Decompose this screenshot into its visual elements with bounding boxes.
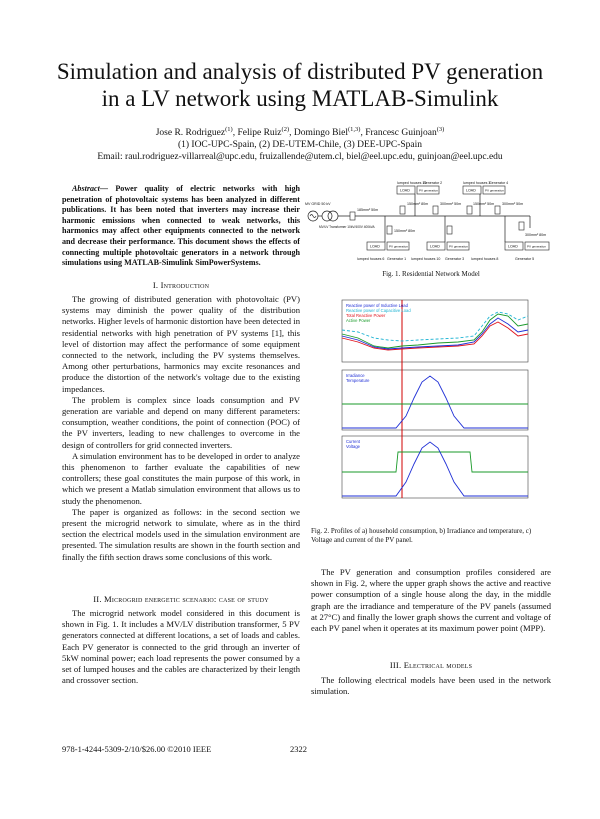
transformer-icon xyxy=(322,211,332,221)
paragraph: The microgrid network model considered in this document is shown in Fig. 1. It includes a MV/LV distribution transformer, 5 PV generators connected at different locations, a set of loads and cables. Each PV generator is connected to the grid through an inverter of 5kW nominal power; each load represents the power consumed by a set of lumped houses and the cables are characterized by their length and crossover section. xyxy=(62,608,300,686)
author-affiliation-mark: (1) xyxy=(225,126,233,133)
bottom-label: lumped houses 10 xyxy=(411,257,441,261)
cable-label: 300mm² 50m xyxy=(440,202,462,206)
title-line-1: Simulation and analysis of distributed PV generation xyxy=(56,59,544,84)
load-label: LOAD xyxy=(466,188,476,193)
bottom-label: lumped houses 8 xyxy=(471,257,499,261)
grid-label: MV GRID 50 kV xyxy=(305,202,331,206)
irradiance-line xyxy=(342,376,528,428)
bottom-label: Generator 3 xyxy=(445,257,465,261)
legend-a-entry: Reactive power of Inductive Load xyxy=(346,303,408,308)
load-label: LOAD xyxy=(508,244,518,249)
current-line xyxy=(342,442,528,496)
pv-label: PV generation xyxy=(419,188,439,193)
legend-a-entry: Active Power xyxy=(346,318,371,323)
bottom-label: lumped houses 6 xyxy=(357,257,385,261)
cable-label: 150mm² 80m xyxy=(394,229,416,233)
top-label: lumped houses 3 xyxy=(463,181,491,185)
legend-a-entry: Reactive power of Capacitive Load xyxy=(346,308,411,313)
section-2-heading: II. Microgrid energetic scenario: case of study xyxy=(93,594,269,604)
paper-title xyxy=(30,58,570,112)
author-name: Jose R. Rodriguez xyxy=(155,128,226,139)
paragraph: The PV generation and consumption profiles considered are shown in Fig. 2, where the upper graph shows the active and reactive power consumption of a single house along the day, in the middle graph are the irradiance and temperature of the PV panels (assumed at 27°C) and finally the lower graph shows the current and voltage of each PV panel when it operates at its maximum power point (MPP). xyxy=(311,567,551,634)
author-list: Jose R. Rodriguez$^{(1)}$, Felipe Ruiz$^{(2)}$, Domingo Biel$^{(1,3)}$, Francesc Guinjoan$^{(3)}$ xyxy=(155,126,445,139)
figure-1-network-diagram xyxy=(305,176,555,266)
title-line-2: in a LV network using MATLAB-Simulink xyxy=(101,86,499,111)
author-name: Felipe Ruiz xyxy=(237,128,282,139)
bottom-label: Generator 1 xyxy=(387,257,407,261)
cable-label: 150mm² 50m xyxy=(473,202,495,206)
paragraph: A simulation environment has to be developed in order to analyze this phenomenon to farther evaluate the capabilities of new controllers; these goal constitutes the main purpose of this work, in which we present a Matlab simulation environment that allows us to study the phenomenon. xyxy=(62,450,300,506)
cable-label: 150mm² 80m xyxy=(407,202,429,206)
pv-label: PV generation xyxy=(527,244,547,249)
right-column-body xyxy=(311,567,551,634)
legend-c-entry: Voltage xyxy=(346,444,360,449)
load-label: LOAD xyxy=(370,244,380,249)
load-label: LOAD xyxy=(430,244,440,249)
paragraph: The growing of distributed generation with photovoltaic (PV) systems may diminish the power quality of the distribution networks. Higher levels of harmonic distortion have been detected in residential networks with high penetration of PV systems [1], this level of distortion may affect the performance of some equipment connected to the network, including the PV systems themselves. Among other perturbations, harmonics may excite resonances and produce the distortion of the network's voltage due to the existing impedances. xyxy=(62,294,300,394)
paragraph: The paper is organized as follows: in the second section we present the microgrid network to simulate, where as in the third section the electrical models used in the simulation environment are presented. The simulation results are shown in the fourth section and finally the fifth section draws some conclusions of this work. xyxy=(62,506,300,562)
footer-copyright: 978-1-4244-5309-2/10/$26.00 ©2010 IEEE xyxy=(62,744,212,754)
legend-b-entry: Temperature xyxy=(346,378,370,383)
legend-b-entry: Irradiance xyxy=(346,373,365,378)
author-name: Domingo Biel xyxy=(293,128,348,139)
legend-c-entry: Current xyxy=(346,439,360,444)
top-label: lumped houses 19 xyxy=(397,181,427,185)
paragraph: The following electrical models have been used in the network simulation. xyxy=(311,675,551,697)
section-2-body xyxy=(62,608,300,686)
transformer-label: MV/LV Transformer 10kV/400V 400kVA xyxy=(319,225,375,229)
pv-label: PV generation xyxy=(389,244,409,249)
top-label: Generator 2 xyxy=(423,181,443,185)
page-number: 2322 xyxy=(290,744,307,754)
author-affiliation-mark: (1,3) xyxy=(347,126,361,133)
pv-label: PV generation xyxy=(485,188,505,193)
author-affiliation-mark: (3) xyxy=(436,126,445,133)
author-affiliation-mark: (2) xyxy=(281,126,290,133)
abstract-text: — Power quality of electric networks with high penetration of photovoltaic systems has been analyzed in different publications. It has been noted that inverters may increase their harmonic emissions when connected to weak networks, this harmonics may affect other equipments connected to the network and decrease their performance. This document shows the effects of connecting multiple photovoltaic generators in a network through simulations using MATLAB-Simulink SimPowerSystems. xyxy=(62,184,300,268)
figure-2-caption: Fig. 2. Profiles of a) household consumption, b) Irradiance and temperature, c) Voltage and current of the PV panel. xyxy=(311,527,532,544)
bottom-label: Generator 5 xyxy=(515,257,535,261)
affiliations: (1) IOC-UPC-Spain, (2) DE-UTEM-Chile, (3) DEE-UPC-Spain xyxy=(177,140,423,151)
voltage-line xyxy=(342,452,528,472)
section-1-body xyxy=(62,294,300,563)
top-label: Generator 4 xyxy=(489,181,509,185)
email-line: Email: raul.rodriguez-villarreal@upc.edu, fruizallende@utem.cl, biel@eel.upc.edu, guinjoan@eel.upc.edu xyxy=(97,152,503,163)
figure-1-caption: Fig. 1. Residential Network Model xyxy=(382,270,480,278)
load-label: LOAD xyxy=(400,188,410,193)
section-1-heading: I. Introduction xyxy=(152,280,210,290)
section-3-heading: III. Electrical models xyxy=(389,660,473,670)
paragraph: The problem is complex since loads consumption and PV generation are variable and depend on many different parameters: consumption, weather conditions, the point of connection (POC) of the PV inverters, leading to new challenges to overcome in the design of controllers for grid connected inverters. xyxy=(62,394,300,450)
abstract xyxy=(62,184,300,269)
cable-label: 185mm² 50m xyxy=(357,208,379,212)
figure-2-profiles xyxy=(318,286,543,506)
author-name: Francesc Guinjoan xyxy=(365,128,437,139)
panel-b-frame xyxy=(342,370,528,430)
cable-label: 300mm² 80m xyxy=(525,233,547,237)
legend-a-entry: Total Reactive Power xyxy=(346,313,386,318)
section-3-body xyxy=(311,675,551,697)
cable-label: 300mm² 50m xyxy=(502,202,524,206)
author-block xyxy=(30,124,570,163)
abstract-label: Abstract xyxy=(72,184,100,193)
pv-label: PV generation xyxy=(449,244,469,249)
